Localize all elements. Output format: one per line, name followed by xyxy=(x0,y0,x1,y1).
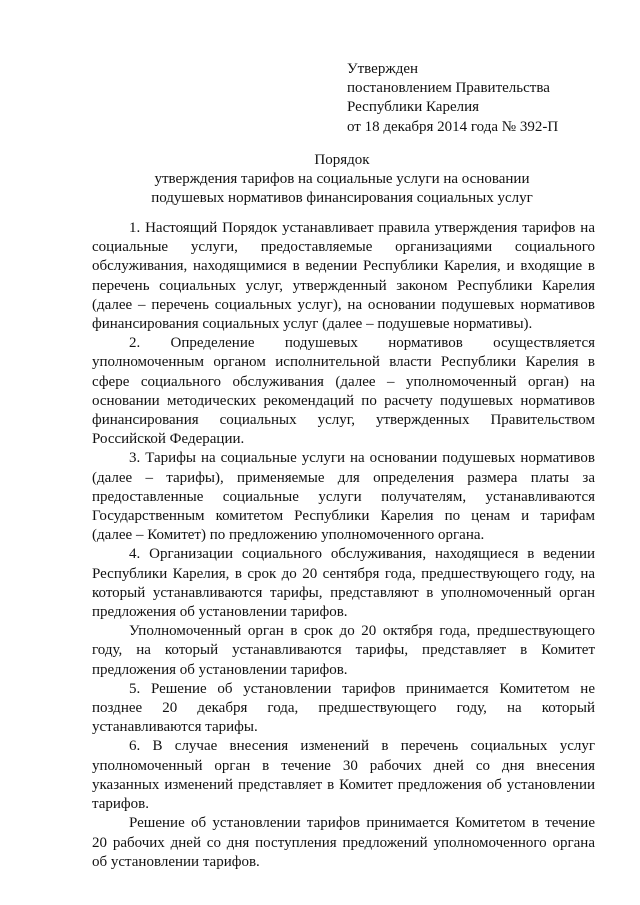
paragraph xyxy=(92,814,595,872)
paragraph xyxy=(92,680,595,738)
paragraph-line: 1. Настоящий Порядок устанавливает правила утверждения тарифов на xyxy=(129,220,595,236)
document-body xyxy=(92,219,595,872)
paragraph xyxy=(92,449,595,545)
approval-line: от 18 декабря 2014 года № 392-П xyxy=(347,118,559,135)
paragraph-line: (далее – перечень социальных услуг), на основании подушевых нормативов xyxy=(92,296,595,313)
approval-line: Республики Карелия xyxy=(347,99,480,116)
paragraph-line: социальные услуги, предоставляемые организациями социального xyxy=(92,239,595,256)
paragraph-line: позднее 20 декабря года, предшествующего году, на который xyxy=(92,700,595,717)
paragraph-line: году, на который устанавливаются тарифы, представляет в Комитет xyxy=(92,642,595,659)
paragraph-line: тарифов. xyxy=(92,796,149,813)
paragraph-line: Уполномоченный орган в срок до 20 октября года, предшествующего xyxy=(129,623,595,640)
approval-line: постановлением Правительства xyxy=(347,80,550,97)
paragraph-line: финансирования социальных услуг (далее – подушевые нормативы). xyxy=(92,316,533,333)
paragraph-line: сфере социального обслуживания (далее – уполномоченный орган) на xyxy=(92,373,595,390)
paragraph-line: (далее – тарифы), применяемые для определения размера платы за xyxy=(92,469,595,486)
paragraph xyxy=(92,334,595,449)
title-line: Порядок xyxy=(314,152,370,168)
paragraph-line: уполномоченный орган в течение 30 рабочих дней со дня внесения xyxy=(92,757,595,774)
paragraph-line: 2. Определение подушевых нормативов осуществляется xyxy=(129,335,595,352)
paragraph-line: (далее – Комитет) по предложению уполномоченного органа. xyxy=(92,527,485,544)
paragraph-line: указанных изменений представляет в Комитет предложения об установлении xyxy=(92,776,595,793)
paragraph-line: Республики Карелия, в срок до 20 сентября года, предшествующего году, на xyxy=(92,565,595,582)
paragraph-line: предложения об установлении тарифов. xyxy=(92,661,348,678)
paragraph-line: 6. В случае внесения изменений в перечень социальных услуг xyxy=(129,738,595,755)
paragraph xyxy=(92,737,595,814)
paragraph-line: 20 рабочих дней со дня поступления предложений уполномоченного органа xyxy=(92,834,595,851)
paragraph-line: Решение об установлении тарифов принимается Комитетом в течение xyxy=(129,815,595,832)
paragraph-line: об установлении тарифов. xyxy=(92,853,260,870)
paragraph-line: предложения об установлении тарифов. xyxy=(92,604,348,621)
paragraph-line: предоставленные социальные услуги получателям, устанавливаются xyxy=(92,488,595,505)
paragraph-line: 5. Решение об установлении тарифов принимается Комитетом не xyxy=(129,680,595,697)
paragraph-line: финансирования социальных услуг, утвержденных Правительством xyxy=(92,412,595,429)
paragraph xyxy=(92,622,595,680)
paragraph-line: который устанавливаются тарифы, представляют в уполномоченный орган xyxy=(92,584,595,601)
paragraph-line: Российской Федерации. xyxy=(92,431,245,448)
approval-stamp xyxy=(347,60,607,137)
paragraph-line: устанавливаются тарифы. xyxy=(92,719,258,736)
paragraph xyxy=(92,545,595,622)
approval-line: Утвержден xyxy=(347,61,419,77)
paragraph xyxy=(92,219,595,334)
paragraph-line: 4. Организации социального обслуживания, находящиеся в ведении xyxy=(129,546,595,563)
paragraph-line: обслуживания, находящимися в ведении Республики Карелия, и входящие в xyxy=(92,258,595,275)
paragraph-line: перечень социальных услуг, утвержденный законом Республики Карелия xyxy=(92,277,595,294)
title-line: подушевых нормативов финансирования социальных услуг xyxy=(151,190,533,207)
paragraph-line: 3. Тарифы на социальные услуги на основании подушевых нормативов xyxy=(129,450,595,467)
title-line: утверждения тарифов на социальные услуги на основании xyxy=(154,171,530,188)
paragraph-line: уполномоченным органом исполнительной власти Республики Карелия в xyxy=(92,354,595,371)
paragraph-line: Государственным комитетом Республики Карелия по ценам и тарифам xyxy=(92,508,595,525)
paragraph-line: основании методических рекомендаций по расчету подушевых нормативов xyxy=(92,392,595,409)
document-title xyxy=(92,151,592,209)
